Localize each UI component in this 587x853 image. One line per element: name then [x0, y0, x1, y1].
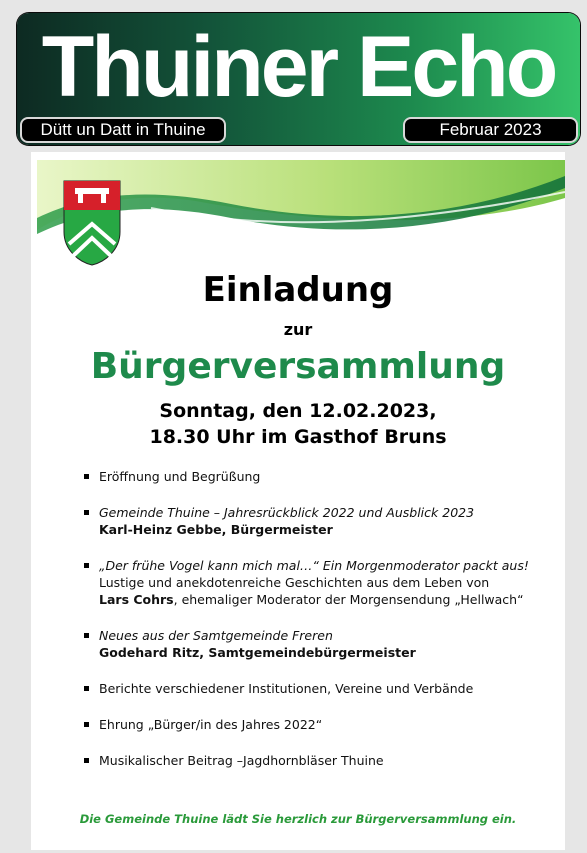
agenda-speaker: Karl-Heinz Gebbe, Bürgermeister: [99, 522, 333, 537]
bullet-icon: [84, 633, 89, 638]
agenda-item: [81, 504, 551, 538]
agenda-speaker: Godehard Ritz, Samtgemeindebürgermeister: [99, 645, 416, 660]
coat-of-arms-icon: [63, 180, 121, 266]
bullet-icon: [84, 563, 89, 568]
bullet-icon: [84, 474, 89, 479]
agenda-item: [81, 716, 551, 733]
event-date: Sonntag, den 12.02.2023,: [159, 400, 437, 422]
bullet-icon: [84, 758, 89, 763]
agenda-item: [81, 468, 551, 485]
agenda-item: [81, 627, 551, 661]
agenda-topic: Neues aus der Samtgemeinde Freren: [99, 628, 333, 643]
newsletter-subtitle: Dütt un Datt in Thuine: [20, 117, 226, 143]
agenda-item: [81, 680, 551, 697]
issue-date: Februar 2023: [403, 117, 578, 143]
agenda-text: Musikalischer Beitrag –Jagdhornbläser Thuine: [99, 753, 384, 768]
newsletter-title: Thuiner Echo: [41, 19, 556, 115]
closing-invitation-text: Die Gemeinde Thuine lädt Sie herzlich zur Bürgerversammlung ein.: [79, 812, 517, 826]
bullet-icon: [84, 722, 89, 727]
bullet-icon: [84, 510, 89, 515]
agenda-description: Lustige und anekdotenreiche Geschichten aus dem Leben von: [99, 575, 490, 590]
agenda-list: [81, 468, 551, 769]
invitation-page: [31, 152, 565, 850]
invitation-heading: Einladung: [202, 270, 394, 310]
event-time-place: 18.30 Uhr im Gasthof Bruns: [149, 426, 447, 448]
agenda-item: [81, 557, 551, 608]
agenda-topic: Gemeinde Thuine – Jahresrückblick 2022 und Ausblick 2023: [99, 505, 475, 520]
agenda-item: [81, 752, 551, 769]
agenda-text: Ehrung „Bürger/in des Jahres 2022“: [99, 717, 323, 732]
bullet-icon: [84, 686, 89, 691]
agenda-speaker-line: [99, 591, 551, 608]
agenda-speaker-role: , ehemaliger Moderator der Morgensendung „Hellwach“: [173, 592, 524, 607]
agenda-speaker: Lars Cohrs: [99, 592, 174, 607]
agenda-topic: „Der frühe Vogel kann mich mal…“ Ein Morgenmoderator packt aus!: [99, 558, 529, 573]
agenda-text: Berichte verschiedener Institutionen, Vereine und Verbände: [99, 681, 474, 696]
agenda-text: Eröffnung und Begrüßung: [99, 469, 261, 484]
event-title: Bürgerversammlung: [90, 346, 506, 387]
event-date-time: [31, 398, 565, 450]
invitation-zur: zur: [283, 320, 313, 339]
masthead: [17, 13, 580, 145]
